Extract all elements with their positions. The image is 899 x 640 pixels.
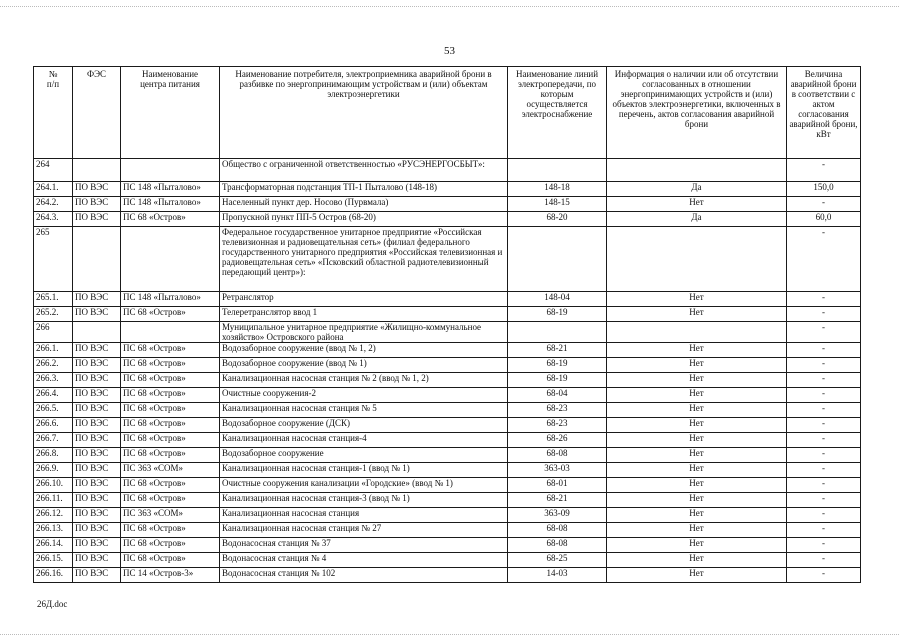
- cell-power-center: ПС 68 «Остров»: [121, 343, 220, 358]
- cell-number: 264.1.: [34, 182, 73, 197]
- cell-power-center: ПС 68 «Остров»: [121, 358, 220, 373]
- cell-power-line: 68-19: [508, 358, 607, 373]
- cell-reserve-value: 60,0: [787, 212, 861, 227]
- cell-number: 264.2.: [34, 197, 73, 212]
- cell-power-line: 68-08: [508, 448, 607, 463]
- cell-consumer: Водонасосная станция № 102: [220, 568, 508, 583]
- cell-number: 266.4.: [34, 388, 73, 403]
- cell-consumer: Населенный пункт дер. Носово (Пурвмала): [220, 197, 508, 212]
- table-row: [34, 227, 861, 292]
- cell-reserve-value: -: [787, 478, 861, 493]
- cell-agreement-info: Нет: [607, 493, 787, 508]
- cell-number: 265.1.: [34, 292, 73, 307]
- cell-agreement-info: [607, 159, 787, 182]
- cell-agreement-info: Нет: [607, 448, 787, 463]
- cell-agreement-info: Нет: [607, 388, 787, 403]
- table-row: [34, 568, 861, 583]
- table-row: [34, 307, 861, 322]
- cell-number: 264.3.: [34, 212, 73, 227]
- cell-power-center: ПС 148 «Пыталово»: [121, 197, 220, 212]
- cell-reserve-value: -: [787, 292, 861, 307]
- cell-power-center: ПС 68 «Остров»: [121, 403, 220, 418]
- table-row: [34, 358, 861, 373]
- cell-number: 266.15.: [34, 553, 73, 568]
- cell-agreement-info: Нет: [607, 568, 787, 583]
- table-row: [34, 478, 861, 493]
- cell-power-center: ПС 68 «Остров»: [121, 538, 220, 553]
- cell-fes: ПО ВЭС: [73, 538, 121, 553]
- cell-power-line: 148-18: [508, 182, 607, 197]
- cell-power-center: ПС 68 «Остров»: [121, 373, 220, 388]
- cell-agreement-info: Нет: [607, 197, 787, 212]
- cell-agreement-info: Нет: [607, 523, 787, 538]
- cell-number: 266.1.: [34, 343, 73, 358]
- cell-power-line: 68-23: [508, 403, 607, 418]
- cell-fes: ПО ВЭС: [73, 388, 121, 403]
- cell-fes: [73, 227, 121, 292]
- table-row: [34, 553, 861, 568]
- table-row: [34, 182, 861, 197]
- cell-reserve-value: -: [787, 448, 861, 463]
- cell-power-center: [121, 159, 220, 182]
- cell-consumer: Общество с ограниченной ответственностью «РУСЭНЕРГОСБЫТ»:: [220, 159, 508, 182]
- reserve-table: [33, 66, 861, 583]
- header-power-line: Наименование линий электропередачи, по которым осуществляется электроснабжение: [508, 67, 607, 159]
- cell-power-line: [508, 227, 607, 292]
- cell-consumer: Канализационная насосная станция-1 (ввод № 1): [220, 463, 508, 478]
- cell-reserve-value: -: [787, 553, 861, 568]
- cell-consumer: Водозаборное сооружение (ввод № 1, 2): [220, 343, 508, 358]
- header-number: № п/п: [34, 67, 73, 159]
- cell-agreement-info: Нет: [607, 307, 787, 322]
- cell-power-center: ПС 363 «СОМ»: [121, 508, 220, 523]
- cell-consumer: Водонасосная станция № 37: [220, 538, 508, 553]
- cell-fes: ПО ВЭС: [73, 493, 121, 508]
- table-row: [34, 373, 861, 388]
- cell-number: 266: [34, 322, 73, 343]
- table-row: [34, 388, 861, 403]
- table-row: [34, 493, 861, 508]
- cell-power-line: 68-26: [508, 433, 607, 448]
- cell-number: 266.16.: [34, 568, 73, 583]
- cell-number: 264: [34, 159, 73, 182]
- cell-fes: ПО ВЭС: [73, 523, 121, 538]
- cell-number: 266.8.: [34, 448, 73, 463]
- cell-consumer: Водозаборное сооружение (ввод № 1): [220, 358, 508, 373]
- cell-power-center: ПС 68 «Остров»: [121, 307, 220, 322]
- table-row: [34, 343, 861, 358]
- table-row: [34, 508, 861, 523]
- cell-fes: ПО ВЭС: [73, 403, 121, 418]
- cell-reserve-value: -: [787, 358, 861, 373]
- table-row: [34, 538, 861, 553]
- cell-consumer: Канализационная насосная станция-4: [220, 433, 508, 448]
- cell-power-line: 68-01: [508, 478, 607, 493]
- cell-power-center: ПС 68 «Остров»: [121, 523, 220, 538]
- cell-power-center: ПС 68 «Остров»: [121, 388, 220, 403]
- table-row: [34, 197, 861, 212]
- scan-edge-top: [0, 6, 899, 7]
- cell-reserve-value: -: [787, 568, 861, 583]
- cell-consumer: Канализационная насосная станция: [220, 508, 508, 523]
- cell-power-center: ПС 148 «Пыталово»: [121, 182, 220, 197]
- cell-fes: ПО ВЭС: [73, 182, 121, 197]
- cell-power-center: ПС 14 «Остров-3»: [121, 568, 220, 583]
- cell-power-center: ПС 148 «Пыталово»: [121, 292, 220, 307]
- table-row: [34, 292, 861, 307]
- cell-fes: ПО ВЭС: [73, 358, 121, 373]
- cell-number: 266.9.: [34, 463, 73, 478]
- cell-agreement-info: Нет: [607, 373, 787, 388]
- cell-power-line: 148-04: [508, 292, 607, 307]
- table-header-row: [34, 67, 861, 159]
- cell-number: 266.12.: [34, 508, 73, 523]
- cell-reserve-value: -: [787, 508, 861, 523]
- cell-number: 265.2.: [34, 307, 73, 322]
- cell-power-center: [121, 322, 220, 343]
- cell-consumer: Водозаборное сооружение: [220, 448, 508, 463]
- table-row: [34, 463, 861, 478]
- cell-number: 266.13.: [34, 523, 73, 538]
- cell-agreement-info: Да: [607, 182, 787, 197]
- cell-reserve-value: -: [787, 538, 861, 553]
- cell-fes: ПО ВЭС: [73, 508, 121, 523]
- cell-consumer: Ретранслятор: [220, 292, 508, 307]
- table-row: [34, 418, 861, 433]
- table-row: [34, 212, 861, 227]
- cell-power-center: ПС 68 «Остров»: [121, 418, 220, 433]
- cell-agreement-info: Нет: [607, 463, 787, 478]
- cell-reserve-value: -: [787, 388, 861, 403]
- cell-fes: ПО ВЭС: [73, 478, 121, 493]
- cell-number: 266.7.: [34, 433, 73, 448]
- cell-consumer: Водозаборное сооружение (ДСК): [220, 418, 508, 433]
- cell-power-line: 363-09: [508, 508, 607, 523]
- table-row: [34, 523, 861, 538]
- cell-fes: ПО ВЭС: [73, 568, 121, 583]
- cell-power-line: 68-19: [508, 307, 607, 322]
- cell-power-line: [508, 159, 607, 182]
- cell-consumer: Пропускной пункт ПП-5 Остров (68-20): [220, 212, 508, 227]
- cell-power-line: 68-08: [508, 538, 607, 553]
- cell-reserve-value: -: [787, 322, 861, 343]
- cell-number: 266.14.: [34, 538, 73, 553]
- cell-reserve-value: -: [787, 227, 861, 292]
- cell-fes: ПО ВЭС: [73, 463, 121, 478]
- cell-consumer: Федеральное государственное унитарное предприятие «Российская телевизионная и радиовещательная сеть» (филиал федерального государственного унитарного предприятия «Российская телевизионная и радиовещательная сеть» «Псковский областной радиотелевизионный передающий центр»):: [220, 227, 508, 292]
- page-number: 53: [444, 45, 455, 57]
- cell-power-line: [508, 322, 607, 343]
- cell-power-center: ПС 68 «Остров»: [121, 553, 220, 568]
- cell-consumer: Очистные сооружения-2: [220, 388, 508, 403]
- cell-fes: ПО ВЭС: [73, 212, 121, 227]
- cell-power-center: [121, 227, 220, 292]
- table-row: [34, 448, 861, 463]
- cell-power-line: 68-21: [508, 343, 607, 358]
- cell-number: 266.10.: [34, 478, 73, 493]
- table-row: [34, 403, 861, 418]
- cell-fes: [73, 159, 121, 182]
- cell-reserve-value: -: [787, 197, 861, 212]
- cell-number: 266.2.: [34, 358, 73, 373]
- cell-agreement-info: Нет: [607, 358, 787, 373]
- cell-agreement-info: [607, 322, 787, 343]
- cell-reserve-value: -: [787, 373, 861, 388]
- table-row: [34, 322, 861, 343]
- cell-consumer: Водонасосная станция № 4: [220, 553, 508, 568]
- cell-agreement-info: Нет: [607, 418, 787, 433]
- cell-reserve-value: 150,0: [787, 182, 861, 197]
- scan-edge-bottom: [0, 634, 899, 635]
- cell-fes: ПО ВЭС: [73, 553, 121, 568]
- cell-agreement-info: Нет: [607, 478, 787, 493]
- cell-power-center: ПС 363 «СОМ»: [121, 463, 220, 478]
- cell-power-center: ПС 68 «Остров»: [121, 212, 220, 227]
- header-power-center: Наименование центра питания: [121, 67, 220, 159]
- cell-reserve-value: -: [787, 433, 861, 448]
- cell-reserve-value: -: [787, 418, 861, 433]
- table-row: [34, 159, 861, 182]
- cell-number: 266.3.: [34, 373, 73, 388]
- cell-power-line: 68-21: [508, 493, 607, 508]
- cell-agreement-info: Нет: [607, 553, 787, 568]
- cell-agreement-info: Нет: [607, 343, 787, 358]
- cell-power-line: 68-04: [508, 388, 607, 403]
- cell-consumer: Канализационная насосная станция № 5: [220, 403, 508, 418]
- cell-fes: ПО ВЭС: [73, 307, 121, 322]
- table-body: [34, 159, 861, 583]
- cell-number: 266.11.: [34, 493, 73, 508]
- cell-fes: ПО ВЭС: [73, 448, 121, 463]
- cell-power-line: 68-08: [508, 523, 607, 538]
- cell-reserve-value: -: [787, 403, 861, 418]
- cell-number: 266.6.: [34, 418, 73, 433]
- cell-power-line: 68-19: [508, 373, 607, 388]
- cell-reserve-value: -: [787, 343, 861, 358]
- cell-power-line: 68-23: [508, 418, 607, 433]
- cell-reserve-value: -: [787, 307, 861, 322]
- cell-number: 265: [34, 227, 73, 292]
- cell-consumer: Канализационная насосная станция № 27: [220, 523, 508, 538]
- cell-power-center: ПС 68 «Остров»: [121, 493, 220, 508]
- cell-agreement-info: Нет: [607, 403, 787, 418]
- cell-power-line: 14-03: [508, 568, 607, 583]
- cell-consumer: Канализационная насосная станция № 2 (ввод № 1, 2): [220, 373, 508, 388]
- cell-power-center: ПС 68 «Остров»: [121, 433, 220, 448]
- header-consumer: Наименование потребителя, электроприемника аварийной брони в разбивке по энергопринимающим устройствам и (или) объектам электроэнергетики: [220, 67, 508, 159]
- cell-consumer: Очистные сооружения канализации «Городские» (ввод № 1): [220, 478, 508, 493]
- table-row: [34, 433, 861, 448]
- cell-fes: ПО ВЭС: [73, 418, 121, 433]
- header-fes: ФЭС: [73, 67, 121, 159]
- cell-agreement-info: Нет: [607, 508, 787, 523]
- cell-reserve-value: -: [787, 463, 861, 478]
- cell-consumer: Канализационная насосная станция-3 (ввод № 1): [220, 493, 508, 508]
- cell-reserve-value: -: [787, 159, 861, 182]
- cell-consumer: Муниципальное унитарное предприятие «Жилищно-коммунальное хозяйство» Островского района: [220, 322, 508, 343]
- cell-fes: ПО ВЭС: [73, 343, 121, 358]
- cell-fes: ПО ВЭС: [73, 197, 121, 212]
- footer-filename: 26Д.doc: [37, 599, 68, 609]
- cell-agreement-info: Да: [607, 212, 787, 227]
- cell-fes: [73, 322, 121, 343]
- cell-number: 266.5.: [34, 403, 73, 418]
- cell-fes: ПО ВЭС: [73, 373, 121, 388]
- header-agreement-info: Информация о наличии или об отсутствии согласованных в отношении энергопринимающих устройств и (или) объектов электроэнергетики, включенных в перечень, актов согласования аварийной брони: [607, 67, 787, 159]
- header-reserve-value: Величина аварийной брони в соответствии с актом согласования аварийной брони, кВт: [787, 67, 861, 159]
- cell-power-line: 148-15: [508, 197, 607, 212]
- cell-power-line: 68-20: [508, 212, 607, 227]
- cell-agreement-info: [607, 227, 787, 292]
- cell-power-line: 363-03: [508, 463, 607, 478]
- cell-reserve-value: -: [787, 493, 861, 508]
- cell-fes: ПО ВЭС: [73, 292, 121, 307]
- cell-consumer: Трансформаторная подстанция ТП-1 Пыталово (148-18): [220, 182, 508, 197]
- cell-power-center: ПС 68 «Остров»: [121, 448, 220, 463]
- cell-agreement-info: Нет: [607, 292, 787, 307]
- cell-agreement-info: Нет: [607, 538, 787, 553]
- cell-reserve-value: -: [787, 523, 861, 538]
- cell-power-center: ПС 68 «Остров»: [121, 478, 220, 493]
- cell-power-line: 68-25: [508, 553, 607, 568]
- cell-fes: ПО ВЭС: [73, 433, 121, 448]
- cell-agreement-info: Нет: [607, 433, 787, 448]
- cell-consumer: Телеретранслятор ввод 1: [220, 307, 508, 322]
